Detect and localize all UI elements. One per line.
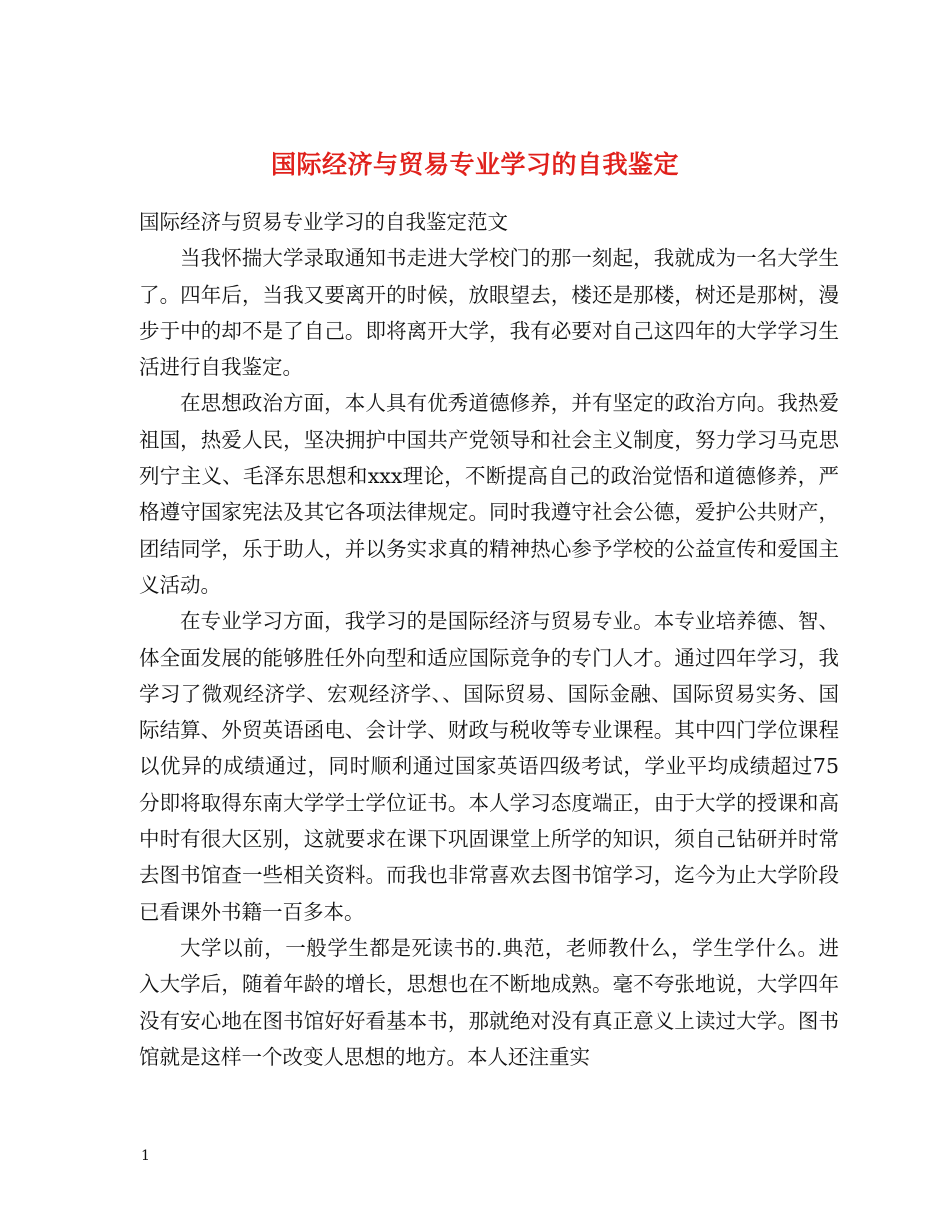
paragraph-political: 在思想政治方面，本人具有优秀道德修养，并有坚定的政治方向。我热爱祖国，热爱人民，坚决拥护中国共产党领导和社会主义制度，努力学习马克思列宁主义、毛泽东思想和xxx理论，不断提高自己的政治觉悟和道德修养，严格遵守国家宪法及其它各项法律规定。同时我遵守社会公德，爱护公共财产，团结同学，乐于助人，并以务实求真的精神热心参予学校的公益宣传和爱国主义活动。 — [139, 391, 839, 597]
paragraph-library: 大学以前，一般学生都是死读书的.典范，老师教什么，学生学什么。进入大学后，随着年龄的增长，思想也在不断地成熟。毫不夸张地说，大学四年没有安心地在图书馆好好看基本书，那就绝对没有真正意义上读过大学。图书馆就是这样一个改变人思想的地方。本人还注重实 — [139, 935, 839, 1069]
paragraph-professional-study: 在专业学习方面，我学习的是国际经济与贸易专业。本专业培养德、智、体全面发展的能够胜任外向型和适应国际竞争的专门人才。通过四年学习，我学习了微观经济学、宏观经济学、、国际贸易、国际金融、国际贸易实务、国际结算、外贸英语函电、会计学、财政与税收等专业课程。其中四门学位课程以优异的成绩通过，同时顺利通过国家英语四级考试，学业平均成绩超过75分即将取得东南大学学士学位证书。本人学习态度端正，由于大学的授课和高中时有很大区别，这就要求在课下巩固课堂上所学的知识，须自己钻研并时常去图书馆查一些相关资料。而我也非常喜欢去图书馆学习，迄今为止大学阶段已看课外书籍一百多本。 — [139, 609, 839, 924]
document-title: 国际经济与贸易专业学习的自我鉴定 — [270, 149, 679, 179]
document-subtitle: 国际经济与贸易专业学习的自我鉴定范文 — [139, 210, 508, 234]
paragraph-intro: 当我怀揣大学录取通知书走进大学校门的那一刻起，我就成为一名大学生了。四年后，当我又要离开的时候，放眼望去，楼还是那楼，树还是那树，漫步于中的却不是了自己。即将离开大学，我有必要对自己这四年的大学学习生活进行自我鉴定。 — [139, 246, 839, 380]
document-body — [139, 204, 839, 1075]
page-number: 1 — [141, 1148, 150, 1164]
